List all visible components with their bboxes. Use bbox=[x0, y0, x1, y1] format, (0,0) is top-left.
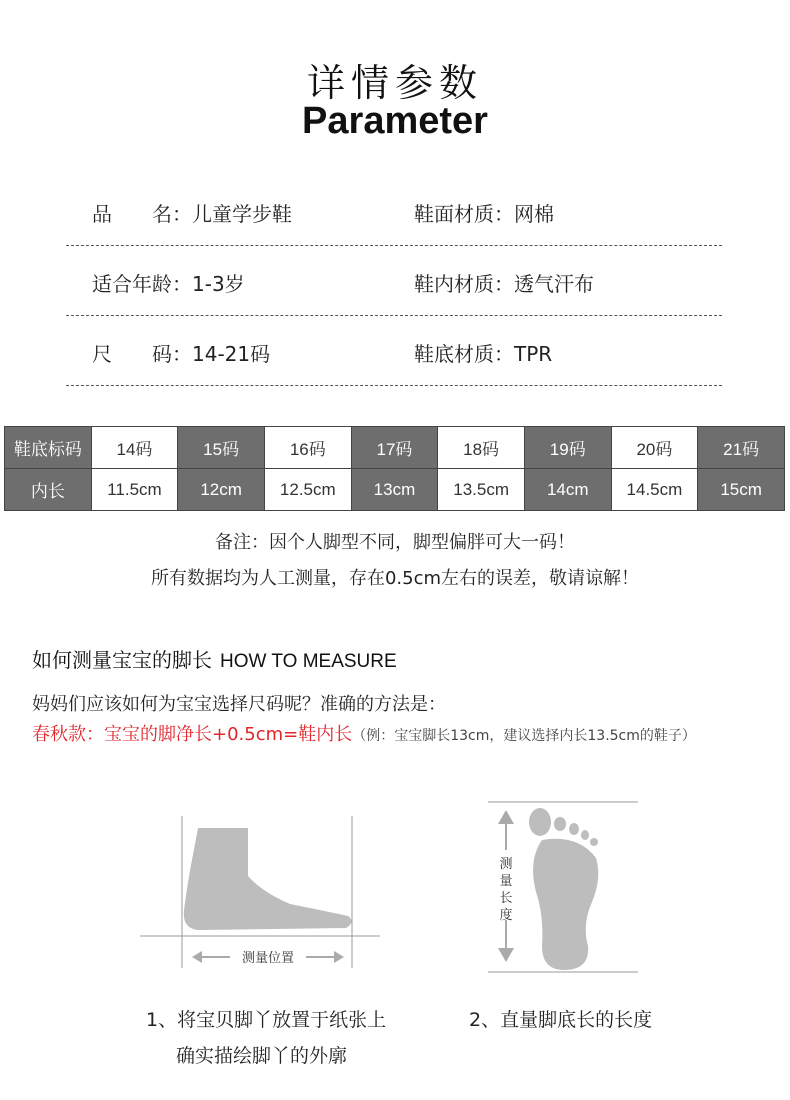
top-label-char: 度 bbox=[499, 908, 513, 923]
page-title-cn: 详情参数 bbox=[306, 61, 483, 105]
param-sole-material: 鞋底材质：TPR bbox=[414, 342, 553, 366]
top-foot-shape bbox=[533, 839, 598, 970]
param-row bbox=[92, 338, 722, 408]
measure-title-cn: 如何测量宝宝的脚长 bbox=[32, 648, 212, 672]
param-upper-material: 鞋面材质：网棉 bbox=[414, 202, 554, 226]
table-cell: 14cm bbox=[524, 469, 611, 511]
side-foot-illustration bbox=[130, 810, 390, 975]
table-cell: 14码 bbox=[91, 427, 178, 469]
table-cell: 21码 bbox=[698, 427, 785, 469]
table-cell: 12.5cm bbox=[264, 469, 351, 511]
divider bbox=[66, 245, 722, 246]
table-cell: 19码 bbox=[524, 427, 611, 469]
table-cell: 13cm bbox=[351, 469, 438, 511]
measure-title-en: HOW TO MEASURE bbox=[220, 651, 397, 672]
table-header-size: 鞋底标码 bbox=[5, 427, 92, 469]
table-cell: 14.5cm bbox=[611, 469, 698, 511]
param-lining-material: 鞋内材质：透气汗布 bbox=[414, 272, 594, 296]
top-label-char: 长 bbox=[499, 891, 513, 906]
step2: 2、直量脚底长的长度 bbox=[469, 1009, 653, 1031]
step1-line2: 确实描绘脚丫的外廓 bbox=[176, 1045, 348, 1067]
table-cell: 12cm bbox=[178, 469, 265, 511]
top-label-char: 测 bbox=[499, 857, 513, 872]
param-size: 尺 码：14-21码 bbox=[92, 342, 271, 366]
table-cell: 18码 bbox=[438, 427, 525, 469]
table-cell: 20码 bbox=[611, 427, 698, 469]
side-label: 测量位置 bbox=[241, 951, 295, 966]
divider bbox=[66, 385, 722, 386]
measure-formula-line bbox=[32, 720, 696, 746]
param-product-name: 品 名：儿童学步鞋 bbox=[92, 202, 292, 226]
param-age: 适合年龄：1-3岁 bbox=[92, 272, 245, 296]
top-label-char: 量 bbox=[499, 874, 513, 889]
page-title-en: Parameter bbox=[302, 100, 488, 142]
side-foot-shape bbox=[184, 828, 352, 930]
table-row-lengths bbox=[5, 469, 785, 511]
measure-section-title bbox=[32, 644, 397, 673]
table-cell: 17码 bbox=[351, 427, 438, 469]
step1-line1: 1、将宝贝脚丫放置于纸张上 bbox=[146, 1009, 387, 1031]
table-header-length: 内长 bbox=[5, 469, 92, 511]
param-row bbox=[92, 268, 722, 338]
table-cell: 11.5cm bbox=[91, 469, 178, 511]
divider bbox=[66, 315, 722, 316]
table-row-sizes bbox=[5, 427, 785, 469]
measure-example: （例：宝宝脚长13cm，建议选择内长13.5cm的鞋子） bbox=[352, 728, 696, 744]
measure-formula: 春秋款：宝宝的脚净长+0.5cm=鞋内长 bbox=[32, 724, 353, 745]
table-cell: 16码 bbox=[264, 427, 351, 469]
param-row bbox=[92, 198, 722, 268]
note-line-2: 所有数据均为人工测量，存在0.5cm左右的误差，敬请谅解！ bbox=[150, 568, 640, 589]
measure-question: 妈妈们应该如何为宝宝选择尺码呢？准确的方法是： bbox=[32, 694, 446, 715]
table-cell: 15码 bbox=[178, 427, 265, 469]
table-cell: 15cm bbox=[698, 469, 785, 511]
note-line-1: 备注：因个人脚型不同，脚型偏胖可大一码！ bbox=[215, 532, 575, 553]
top-foot-illustration bbox=[480, 796, 650, 981]
size-table bbox=[4, 426, 785, 511]
table-cell: 13.5cm bbox=[438, 469, 525, 511]
